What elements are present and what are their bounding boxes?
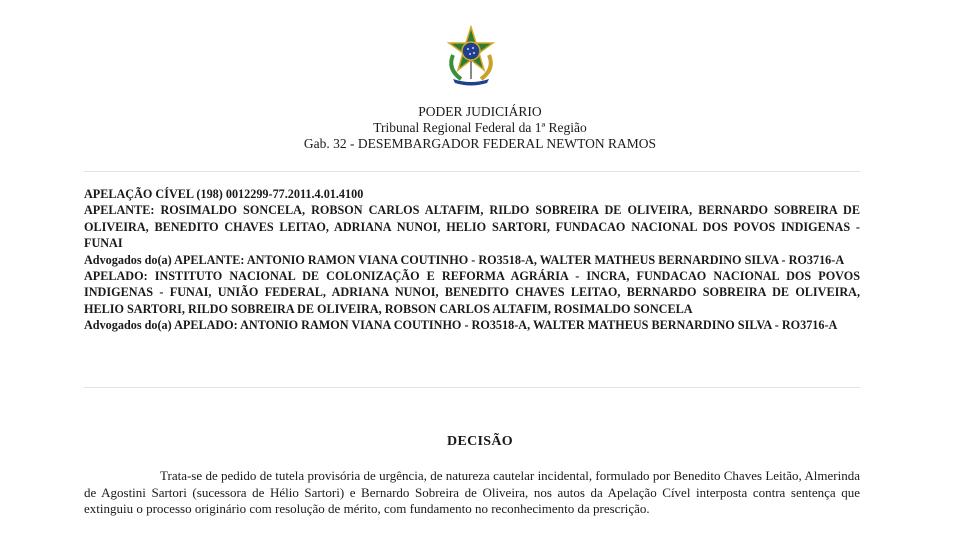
divider-bottom: [84, 387, 860, 388]
appellee: APELADO: INSTITUTO NACIONAL DE COLONIZAÇÃO E REFORMA AGRÁRIA - INCRA, FUNDACAO NACIONAL DOS POVOS INDIGENAS - FUNAI, UNIÃO FEDERAL, ADRIANA NUNOI, BENEDITO CHAVES LEITAO, BERNARDO SOBREIRA DE OLIVEIRA, HELIO SARTORI, RILDO SOBREIRA DE OLIVEIRA, ROBSON CARLOS ALTAFIM, ROSIMALDO SONCELA: [84, 269, 860, 316]
header-line-2: Tribunal Regional Federal da 1ª Região: [373, 120, 587, 135]
appellant-lawyers: Advogados do(a) APELANTE: ANTONIO RAMON VIANA COUTINHO - RO3518-A, WALTER MATHEUS BERNARDINO SILVA - RO3716-A: [84, 252, 845, 267]
decision-paragraph: Trata-se de pedido de tutela provisória de urgência, de natureza cautelar incidental, formulado por Benedito Chaves Leitão, Almerinda de Agostini Sartori (sucessora de Hélio Sartori) e Bernardo Sobreira de Oliveira, nos autos da Apelação Cível interposta contra sentença que extinguiu o processo originário com resolução de mérito, com fundamento no reconhecimento da prescrição.: [84, 468, 860, 517]
emblem-sword: [470, 61, 472, 79]
case-number: APELAÇÃO CÍVEL (198) 0012299-77.2011.4.01.4100: [84, 187, 364, 201]
header-line-3: Gab. 32 - DESEMBARGADOR FEDERAL NEWTON RAMOS: [303, 136, 657, 151]
emblem-center: [462, 42, 480, 60]
emblem-ribbon: [453, 79, 489, 86]
brazil-coat-of-arms-icon: [443, 25, 499, 87]
decision-body: [84, 468, 860, 518]
header-line-1: PODER JUDICIÁRIO: [418, 104, 542, 119]
court-header: [0, 104, 960, 152]
appellant: APELANTE: ROSIMALDO SONCELA, ROBSON CARLOS ALTAFIM, RILDO SOBREIRA DE OLIVEIRA, BERNARDO SOBREIRA DE OLIVEIRA, BENEDITO CHAVES LEITAO, ADRIANA NUNOI, HELIO SARTORI, FUNDACAO NACIONAL DOS POVOS INDIGENAS - FUNAI: [84, 203, 860, 251]
appellee-lawyers: Advogados do(a) APELADO: ANTONIO RAMON VIANA COUTINHO - RO3518-A, WALTER MATHEUS BERNARDINO SILVA - RO3716-A: [84, 318, 838, 333]
divider-top: [84, 171, 860, 172]
case-info: [84, 186, 860, 334]
decision-title: DECISÃO: [447, 434, 513, 449]
